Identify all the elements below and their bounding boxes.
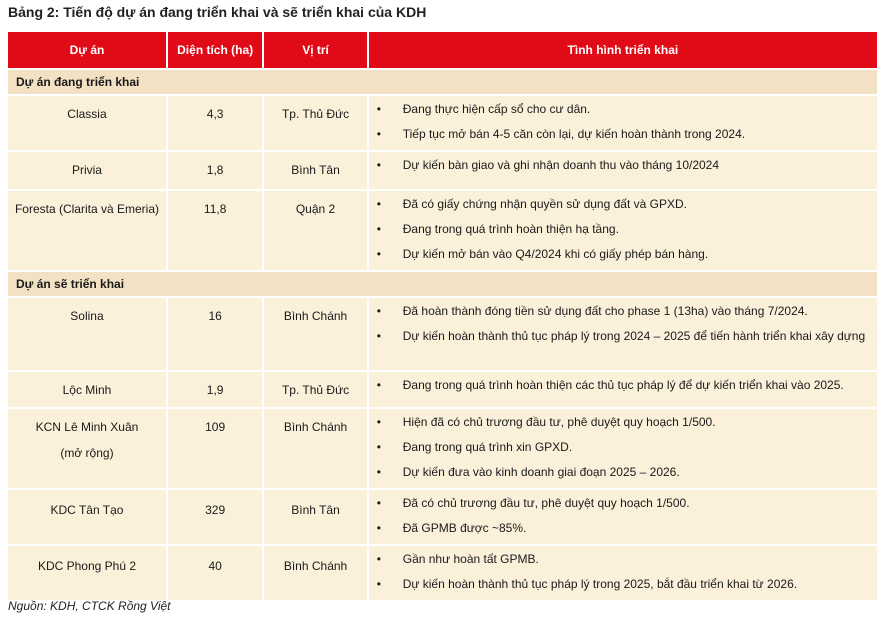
project-status [369, 189, 877, 270]
project-progress-table [8, 32, 877, 600]
project-location: Tp. Thủ Đức [264, 370, 368, 407]
project-name: Lộc Minh [8, 370, 168, 407]
header-area: Diện tích (ha) [168, 32, 264, 68]
project-status [369, 94, 877, 150]
project-location: Bình Tân [264, 150, 368, 189]
project-name: Solina [8, 296, 168, 370]
project-area: 40 [168, 544, 264, 600]
project-area: 329 [168, 488, 264, 544]
table-row [8, 370, 877, 407]
project-status [369, 407, 877, 488]
project-name-line: (mở rộng) [60, 446, 114, 460]
project-name [8, 407, 168, 488]
project-status [369, 370, 877, 407]
project-location: Bình Chánh [264, 407, 368, 488]
status-item: • Đã có chủ trương đầu tư, phê duyệt quy hoạch 1/500. [403, 494, 871, 512]
status-item: • Đã GPMB được ~85%. [403, 519, 871, 537]
section-row [8, 270, 877, 296]
project-status [369, 296, 877, 370]
header-row [8, 32, 877, 68]
project-status [369, 488, 877, 544]
table-row [8, 407, 877, 488]
project-area: 1,9 [168, 370, 264, 407]
header-name: Dự án [8, 32, 168, 68]
status-item: • Dự kiến đưa vào kinh doanh giai đoạn 2025 – 2026. [403, 463, 871, 481]
table-row [8, 150, 877, 189]
project-location: Quận 2 [264, 189, 368, 270]
project-name: Classia [8, 94, 168, 150]
project-area: 109 [168, 407, 264, 488]
status-item: • Đang thực hiện cấp sổ cho cư dân. [403, 100, 871, 118]
table-row [8, 488, 877, 544]
project-name-line: KCN Lê Minh Xuân [35, 420, 139, 434]
source-note: Nguồn: KDH, CTCK Rồng Việt [8, 599, 171, 613]
section-row [8, 68, 877, 94]
project-name: Foresta (Clarita và Emeria) [8, 189, 168, 270]
status-item: • Dự kiến hoàn thành thủ tục pháp lý trong 2024 – 2025 để tiến hành triển khai xây dựng [403, 327, 871, 345]
project-status [369, 150, 877, 189]
project-status [369, 544, 877, 600]
section-label: Dự án sẽ triển khai [8, 270, 877, 296]
status-item: • Tiếp tục mở bán 4-5 căn còn lại, dự kiến hoàn thành trong 2024. [403, 125, 871, 143]
table-row [8, 94, 877, 150]
project-area: 11,8 [168, 189, 264, 270]
status-item: • Đang trong quá trình hoàn thiện hạ tầng. [403, 220, 871, 238]
status-item: • Đang trong quá trình xin GPXD. [403, 438, 871, 456]
status-item: • Dự kiến bàn giao và ghi nhận doanh thu vào tháng 10/2024 [403, 156, 871, 174]
status-item: • Dự kiến hoàn thành thủ tục pháp lý trong 2025, bắt đầu triển khai từ 2026. [403, 575, 871, 593]
table-row [8, 296, 877, 370]
status-item: • Đã hoàn thành đóng tiền sử dụng đất cho phase 1 (13ha) vào tháng 7/2024. [403, 302, 871, 320]
project-area: 4,3 [168, 94, 264, 150]
table-row [8, 189, 877, 270]
header-status: Tình hình triển khai [369, 32, 877, 68]
project-location: Tp. Thủ Đức [264, 94, 368, 150]
project-name: KDC Tân Tạo [8, 488, 168, 544]
status-item: • Dự kiến mở bán vào Q4/2024 khi có giấy phép bán hàng. [403, 245, 871, 263]
project-name: Privia [8, 150, 168, 189]
status-item: • Hiện đã có chủ trương đầu tư, phê duyệt quy hoạch 1/500. [403, 413, 871, 431]
project-location: Bình Chánh [264, 544, 368, 600]
status-item: • Gần như hoàn tất GPMB. [403, 550, 871, 568]
project-location: Bình Chánh [264, 296, 368, 370]
table-row [8, 544, 877, 600]
status-item: • Đang trong quá trình hoàn thiện các thủ tục pháp lý để dự kiến triển khai vào 2025. [403, 376, 871, 394]
project-location: Bình Tân [264, 488, 368, 544]
status-item: • Đã có giấy chứng nhận quyền sử dụng đất và GPXD. [403, 195, 871, 213]
header-location: Vị trí [264, 32, 368, 68]
project-area: 1,8 [168, 150, 264, 189]
table-title: Bảng 2: Tiến độ dự án đang triển khai và sẽ triển khai của KDH [8, 4, 427, 20]
section-label: Dự án đang triển khai [8, 68, 877, 94]
project-name: KDC Phong Phú 2 [8, 544, 168, 600]
project-area: 16 [168, 296, 264, 370]
